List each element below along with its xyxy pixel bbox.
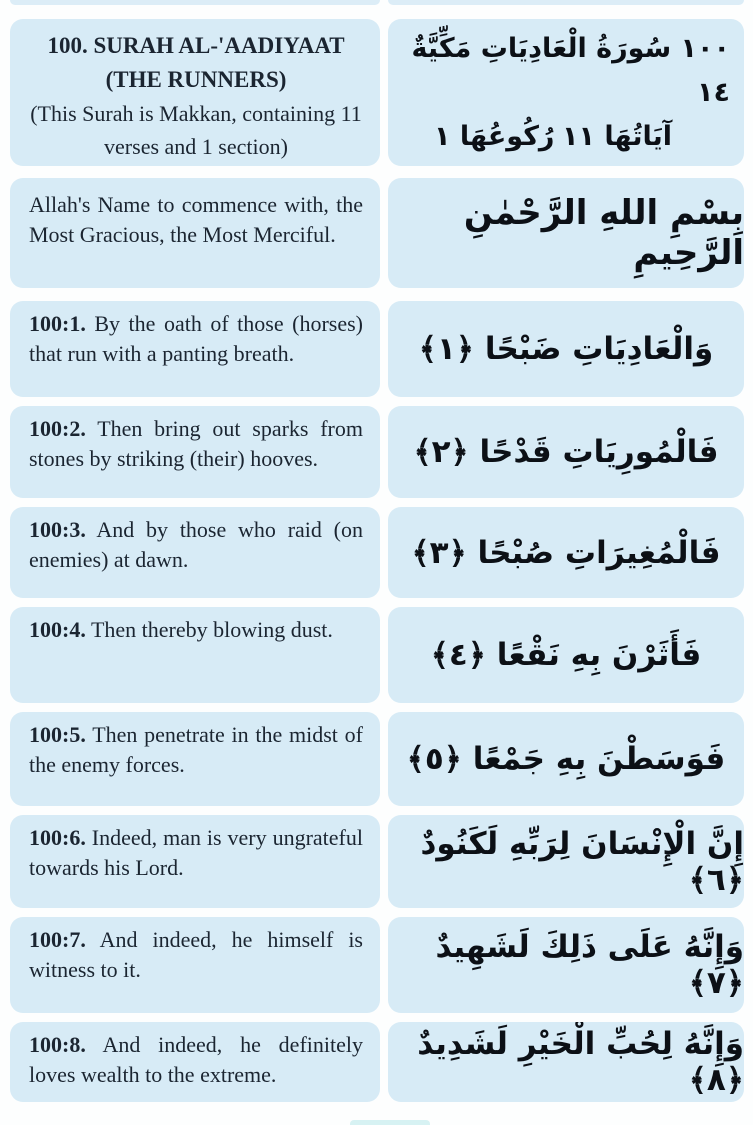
verse-translation-cell (10, 607, 380, 703)
verse-ref: 100:2. (29, 416, 86, 441)
surah-title-line2: (THE RUNNERS) (105, 67, 287, 92)
verse-translation-cell (10, 301, 380, 397)
verse-row-100-4 (10, 607, 744, 703)
verse-translation: And by those who raid (on enemies) at dawn. (29, 517, 363, 572)
verse-ref: 100:7. (29, 927, 86, 952)
surah-arabic-title: ١٠٠ سُورَةُ الْعَادِيَاتِ مَكِّيَّةٌ ١٤ (411, 32, 730, 108)
verse-arabic-cell: وَإِنَّهُ عَلَى ذَلِكَ لَشَهِيدٌ ﴿٧﴾ (388, 917, 744, 1013)
verse-ref: 100:6. (29, 825, 86, 850)
verse-translation: Then penetrate in the midst of the enemy forces. (29, 722, 363, 777)
verse-arabic-cell: فَالْمُغِيرَاتِ صُبْحًا ﴿٣﴾ (388, 507, 744, 598)
surah-header-row (10, 19, 744, 166)
verse-ref: 100:4. (29, 617, 86, 642)
verse-row-100-2 (10, 406, 744, 498)
verse-arabic-cell: فَوَسَطْنَ بِهِ جَمْعًا ﴿٥﴾ (388, 712, 744, 806)
verse-ref: 100:3. (29, 517, 86, 542)
verse-translation: By the oath of those (horses) that run with a panting breath. (29, 311, 364, 366)
verse-translation-cell (10, 712, 380, 806)
verse-translation-cell (10, 406, 380, 498)
previous-row-cutoff-left (10, 0, 380, 5)
verse-translation-cell (10, 1022, 380, 1102)
verse-row-100-7 (10, 917, 744, 1013)
surah-header-arabic (388, 19, 744, 166)
next-element-cutoff (350, 1120, 430, 1125)
verse-translation: Then bring out sparks from stones by striking (their) hooves. (29, 416, 363, 471)
verse-translation: Then thereby blowing dust. (90, 617, 333, 642)
verse-arabic-cell: إِنَّ الْإِنْسَانَ لِرَبِّهِ لَكَنُودٌ ﴿٦﴾ (388, 815, 744, 908)
surah-rows (0, 19, 753, 1102)
bismillah-english: Allah's Name to commence with, the Most Gracious, the Most Merciful. (10, 178, 380, 288)
verse-row-100-1 (10, 301, 744, 397)
verse-translation: Indeed, man is very ungrateful towards his Lord. (29, 825, 363, 880)
verse-row-100-6 (10, 815, 744, 908)
verse-row-100-3 (10, 507, 744, 598)
verse-row-100-5 (10, 712, 744, 806)
previous-row-cutoff-right (388, 0, 744, 5)
surah-title-line1: 100. SURAH AL-'AADIYAAT (47, 33, 345, 58)
verse-translation: And indeed, he definitely loves wealth to the extreme. (29, 1032, 363, 1087)
verse-arabic-cell: وَالْعَادِيَاتِ ضَبْحًا ﴿١﴾ (388, 301, 744, 397)
verse-ref: 100:5. (29, 722, 86, 747)
verse-ref: 100:1. (29, 311, 86, 336)
surah-header-english (10, 19, 380, 166)
surah-subtitle: (This Surah is Makkan, containing 11 verses and 1 section) (30, 101, 362, 159)
surah-ayat-count: آيَاتُهَا ١١ (561, 120, 672, 152)
bismillah-arabic: بِسْمِ اللهِ الرَّحْمٰنِ الرَّحِيمِ (388, 178, 744, 288)
verse-arabic-cell: وَإِنَّهُ لِحُبِّ الْخَيْرِ لَشَدِيدٌ ﴿٨﴾ (388, 1022, 744, 1102)
bismillah-row (10, 178, 744, 288)
verse-ref: 100:8. (29, 1032, 86, 1057)
surah-arabic-meta (388, 115, 744, 159)
verse-translation-cell (10, 507, 380, 598)
verse-translation: And indeed, he himself is witness to it. (29, 927, 363, 982)
verse-translation-cell (10, 815, 380, 908)
surah-ruku-count: رُكُوعُهَا ١ (434, 120, 555, 152)
previous-row-cutoff (0, 0, 753, 5)
verse-arabic-cell: فَأَثَرْنَ بِهِ نَقْعًا ﴿٤﴾ (388, 607, 744, 703)
verse-row-100-8 (10, 1022, 744, 1102)
verse-arabic-cell: فَالْمُورِيَاتِ قَدْحًا ﴿٢﴾ (388, 406, 744, 498)
verse-translation-cell (10, 917, 380, 1013)
